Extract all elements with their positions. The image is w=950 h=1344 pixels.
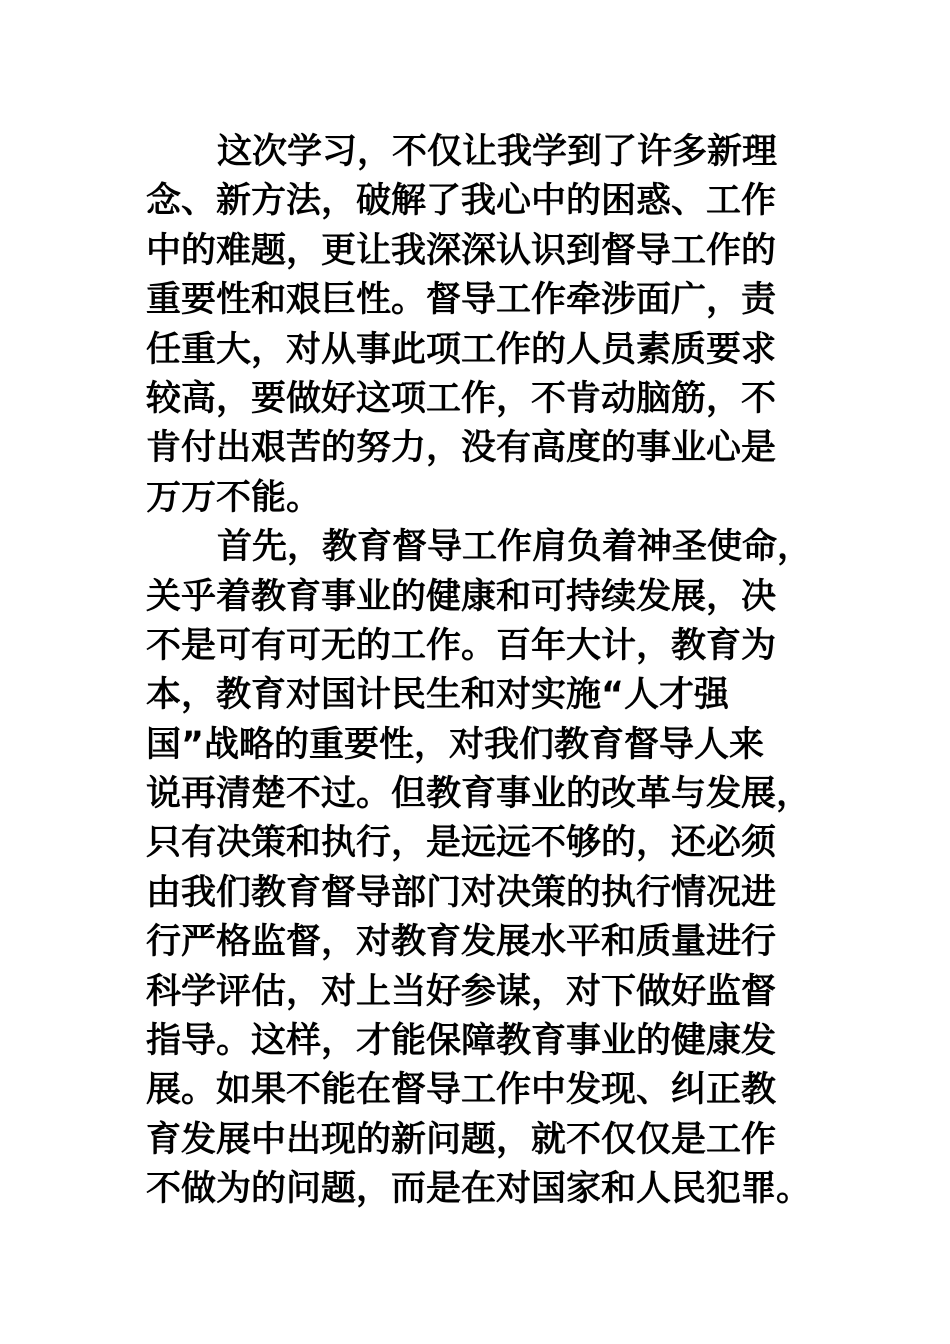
text-line: 指导。这样，才能保障教育事业的健康发 bbox=[146, 1021, 777, 1062]
text-line: 由我们教育督导部门对决策的执行情况进 bbox=[146, 872, 777, 913]
text-line: 不是可有可无的工作。百年大计，教育为 bbox=[146, 625, 777, 666]
text-line: 关乎着教育事业的健康和可持续发展，决 bbox=[146, 576, 777, 617]
text-line: 任重大，对从事此项工作的人员素质要求 bbox=[146, 329, 777, 370]
paragraph-2 bbox=[146, 523, 826, 1214]
document-body bbox=[146, 128, 826, 1215]
text-line: 中的难题，更让我深深认识到督导工作的 bbox=[146, 230, 777, 271]
text-line: 展。如果不能在督导工作中发现、纠正教 bbox=[146, 1070, 777, 1111]
text-line: 科学评估，对上当好参谋，对下做好监督 bbox=[146, 971, 777, 1012]
text-line: 不做为的问题，而是在对国家和人民犯罪。 bbox=[146, 1169, 812, 1210]
text-line: 行严格监督，对教育发展水平和质量进行 bbox=[146, 922, 777, 963]
text-line: 说再清楚不过。但教育事业的改革与发展， bbox=[146, 774, 812, 815]
text-line: 念、新方法，破解了我心中的困惑、工作 bbox=[146, 181, 777, 222]
text-line: 育发展中出现的新问题，就不仅仅是工作 bbox=[146, 1119, 777, 1160]
text-line: 这次学习，不仅让我学到了许多新理 bbox=[217, 132, 778, 172]
paragraph-1 bbox=[146, 128, 826, 523]
text-line: 首先，教育督导工作肩负着神圣使命， bbox=[217, 527, 813, 568]
text-line: 重要性和艰巨性。督导工作牵涉面广，责 bbox=[146, 280, 777, 321]
text-line: 国”战略的重要性，对我们教育督导人来 bbox=[146, 724, 765, 765]
text-line: 肯付出艰苦的努力，没有高度的事业心是 bbox=[146, 428, 777, 469]
text-line: 万万不能。 bbox=[146, 477, 322, 518]
text-line: 只有决策和执行，是远远不够的，还必须 bbox=[146, 823, 777, 864]
text-line: 较高，要做好这项工作，不肯动脑筋，不 bbox=[146, 378, 777, 419]
text-line: 本，教育对国计民生和对实施“人才强 bbox=[146, 675, 730, 716]
